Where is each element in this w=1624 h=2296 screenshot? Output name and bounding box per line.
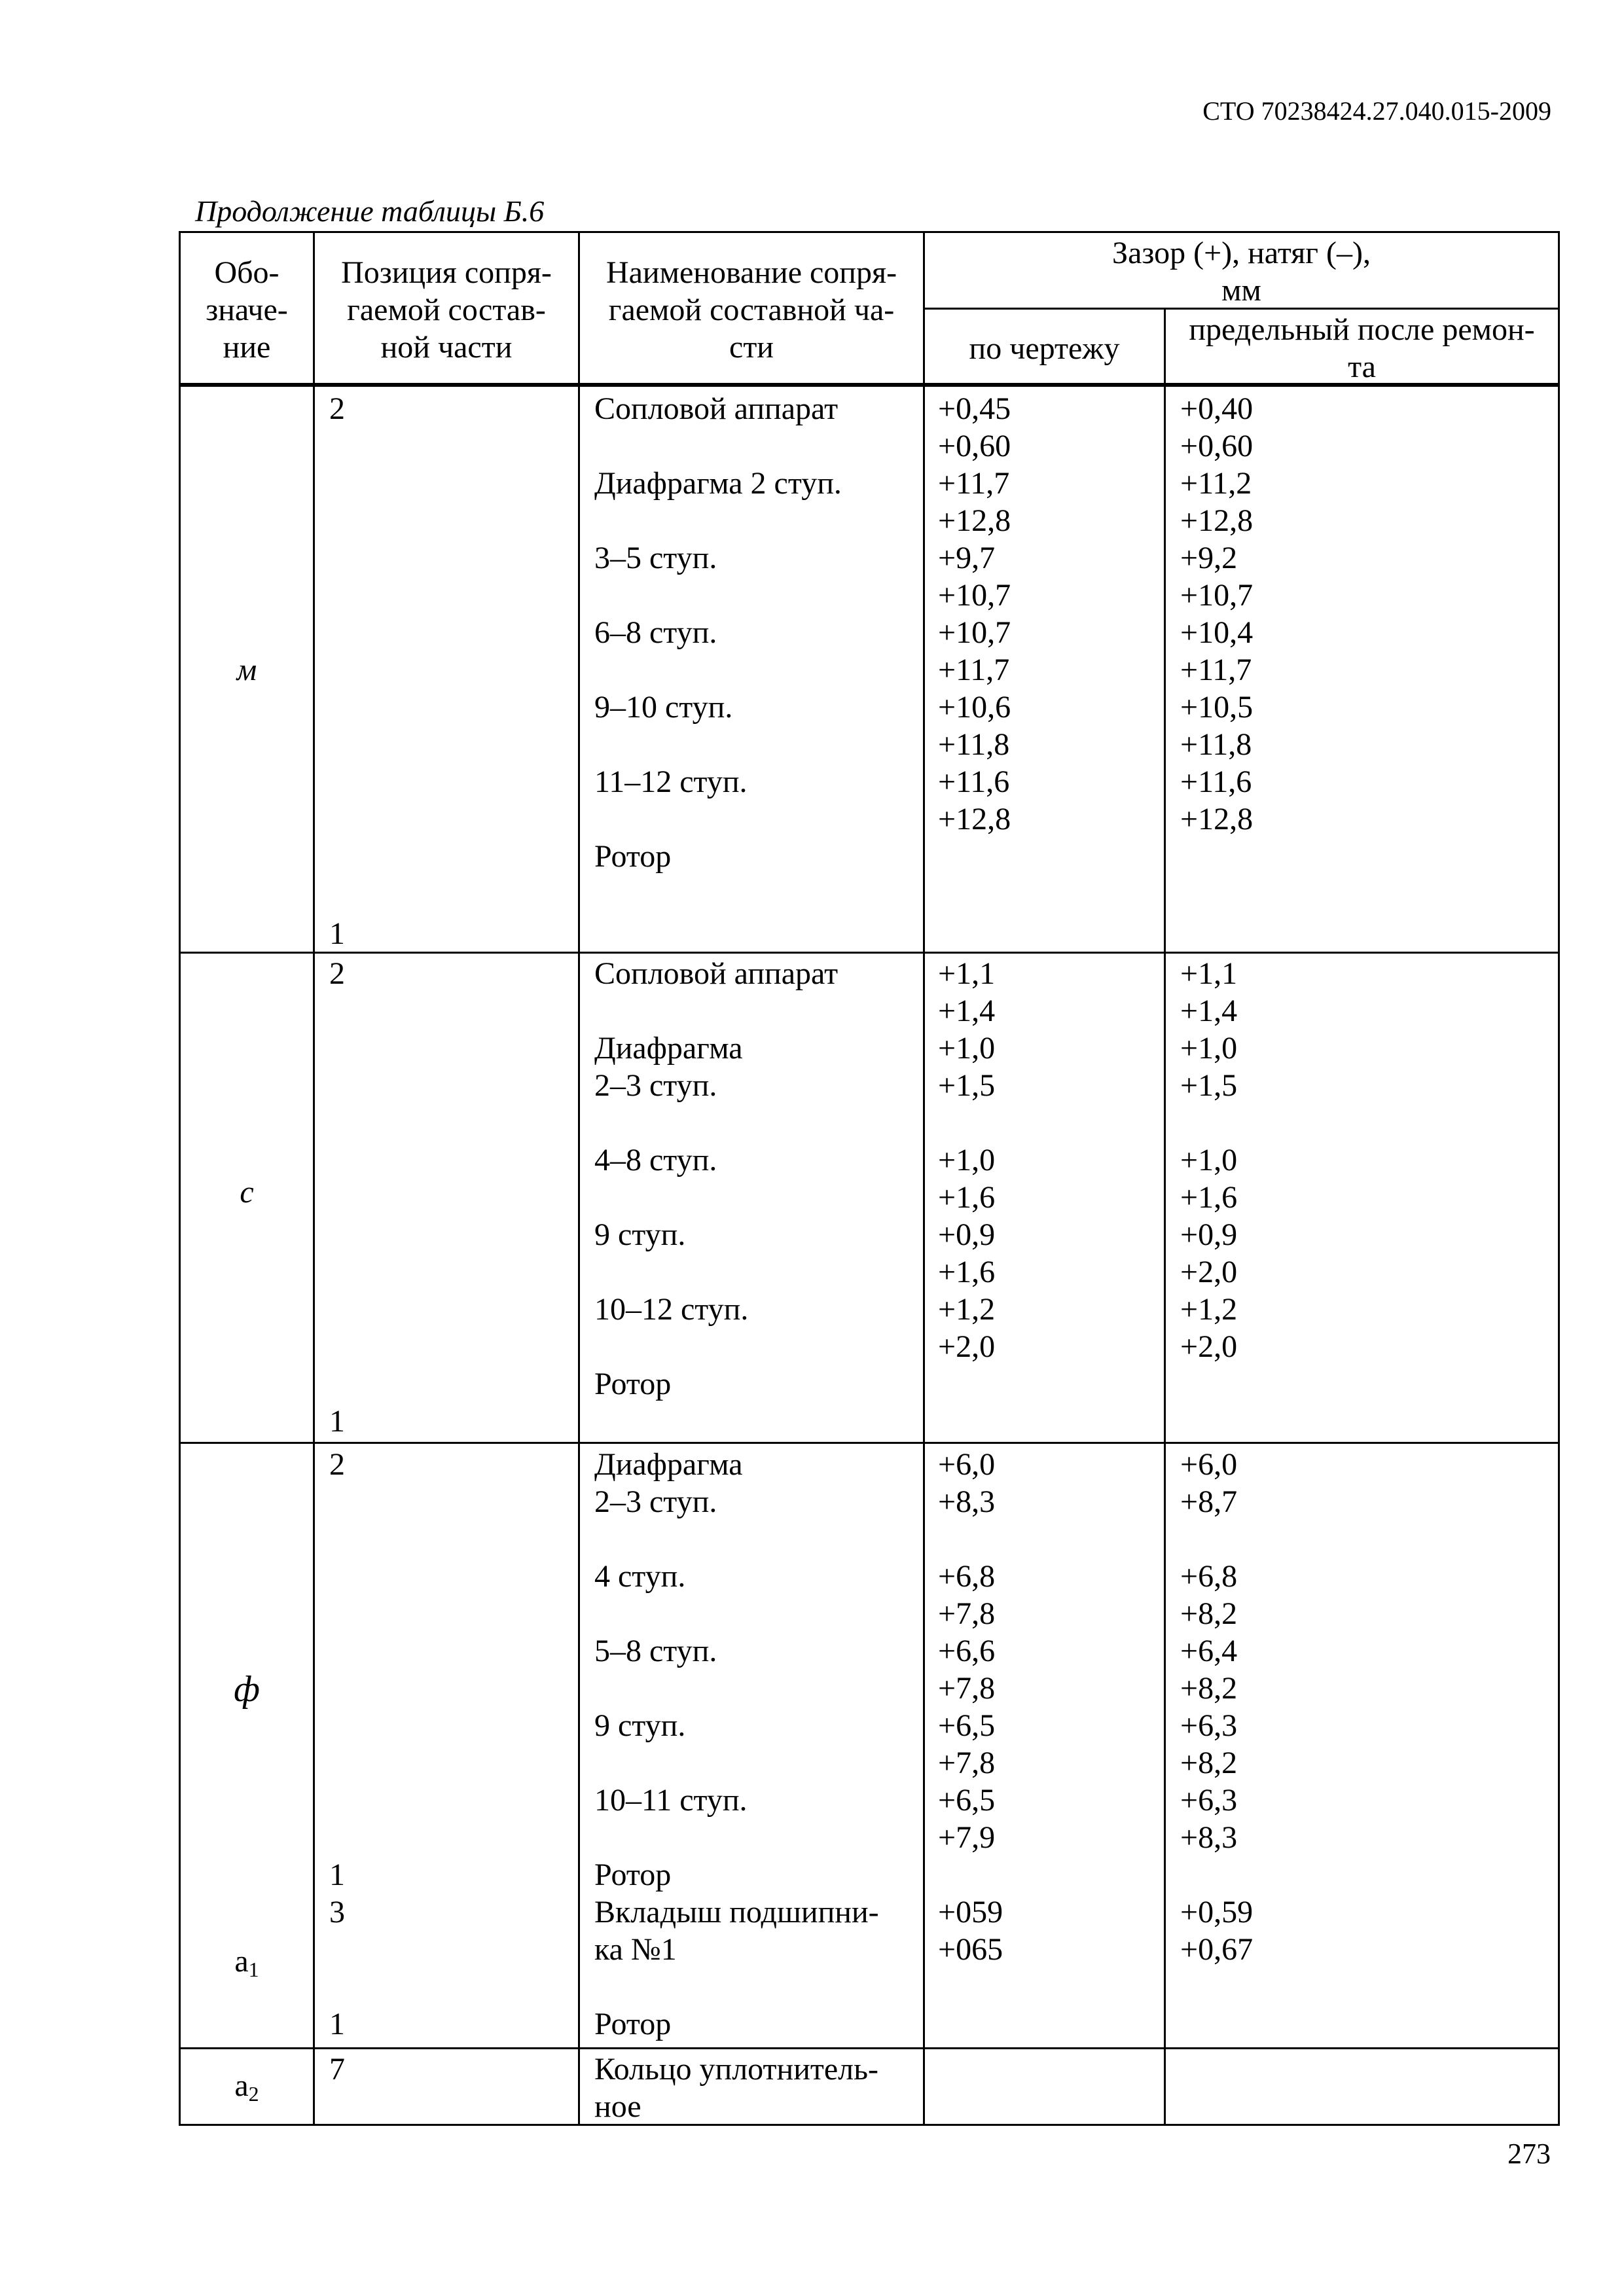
- row-divider: [179, 952, 1560, 954]
- row-position: 7: [329, 2052, 345, 2087]
- row-limit: +6,0 +8,7 +6,8 +8,2 +6,4 +8,2 +6,3 +8,2 +6,3 +8,3 +0,59 +0,67: [1180, 1447, 1254, 1967]
- row-by-drawing: +0,45 +0,60 +11,7 +12,8 +9,7 +10,7 +10,7 +11,7 +10,6 +11,8 +11,6 +12,8: [938, 391, 1011, 836]
- column-divider: [923, 231, 925, 2126]
- table-border-right: [1558, 231, 1560, 2126]
- row-designation: с: [240, 1175, 254, 1210]
- row-name: Сопловой аппарат Диафрагма 2–3 ступ. 4–8 ступ. 9 ступ. 10–12 ступ. Ротор: [594, 956, 839, 1401]
- row-name: Сопловой аппарат Диафрагма 2 ступ. 3–5 ступ. 6–8 ступ. 9–10 ступ. 11–12 ступ. Ротор: [594, 391, 842, 874]
- row-divider: [179, 1442, 1560, 1444]
- column-divider: [313, 231, 315, 2126]
- row-position: 1: [329, 1404, 345, 1439]
- header-name: Наименование сопря- гаемой составной ча- сти: [605, 255, 897, 365]
- row-name: Диафрагма 2–3 ступ. 4 ступ. 5–8 ступ. 9 ступ. 10–11 ступ. Ротор Вкладыш подшипни- ка №1 Ротор: [594, 1447, 879, 2041]
- column-divider: [1164, 308, 1166, 2126]
- column-divider: [578, 231, 580, 2126]
- row-by-drawing: +1,1 +1,4 +1,0 +1,5 +1,0 +1,6 +0,9 +1,6 +1,2 +2,0: [938, 956, 996, 1364]
- table-caption: Продолжение таблицы Б.6: [195, 194, 545, 228]
- header-by-drawing: по чертежу: [969, 331, 1120, 366]
- header-position: Позиция сопря- гаемой состав- ной части: [341, 255, 552, 365]
- table-border-top: [179, 231, 1560, 233]
- row-position: 2: [329, 956, 345, 991]
- row-name: Кольцо уплотнитель- ное: [594, 2052, 878, 2124]
- row-limit: +1,1 +1,4 +1,0 +1,5 +1,0 +1,6 +0,9 +2,0 +1,2 +2,0: [1180, 956, 1238, 1364]
- row-position: 1: [329, 916, 345, 951]
- header-limit: предельный после ремон- та: [1189, 312, 1535, 384]
- header-gap-group: Зазор (+), натяг (–), мм: [1112, 236, 1371, 308]
- row-designation: $а_2$: [234, 2068, 259, 2106]
- row-position: 2: [329, 391, 345, 426]
- document-code: СТО 70238424.27.040.015-2009: [1202, 96, 1551, 126]
- row-by-drawing: +6,0 +8,3 +6,8 +7,8 +6,6 +7,8 +6,5 +7,8 +6,5 +7,9 +059 +065: [938, 1447, 1003, 1967]
- row-designation: ф: [234, 1669, 260, 1710]
- row-sub-designation: $а_1$: [234, 1944, 259, 1981]
- page-number: 273: [1507, 2138, 1551, 2170]
- row-divider: [179, 2047, 1560, 2049]
- row-designation: м: [236, 653, 257, 687]
- header-designation: Обо- значе- ние: [206, 255, 288, 365]
- row-position: 2 1 3 1: [329, 1447, 345, 2041]
- data-table: [179, 231, 1560, 2126]
- row-limit: +0,40 +0,60 +11,2 +12,8 +9,2 +10,7 +10,4 +11,7 +10,5 +11,8 +11,6 +12,8: [1180, 391, 1254, 836]
